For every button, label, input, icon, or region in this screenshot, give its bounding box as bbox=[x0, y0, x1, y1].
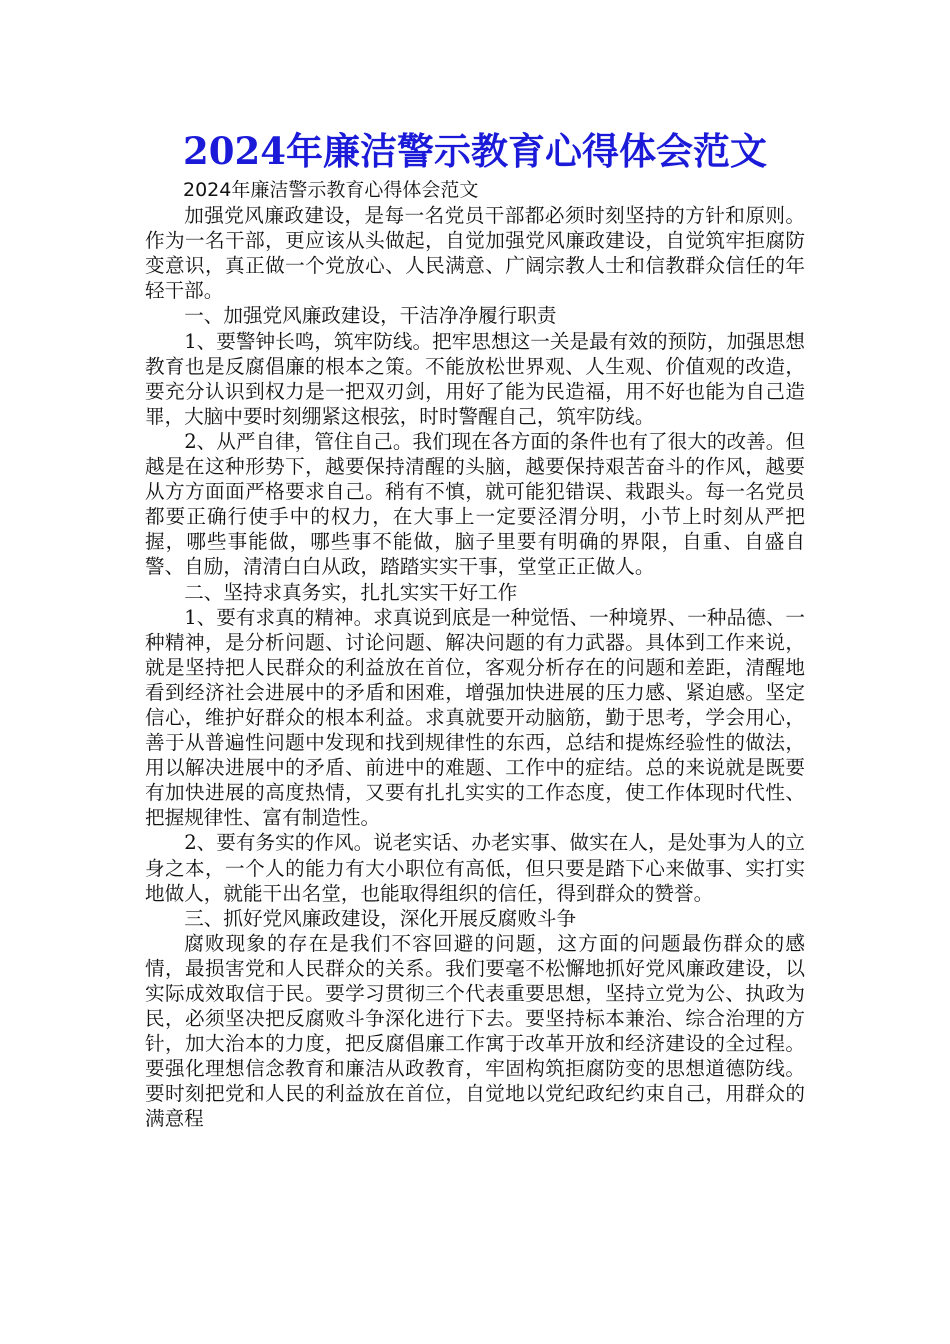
section-heading-2: 二、坚持求真务实，扎扎实实干好工作 bbox=[184, 580, 518, 604]
paragraph-2-2: 2、要有务实的作风。说老实话、办老实事、做实在人，是处事为人的立身之本，一个人的能力有大小职位有高低，但只要是踏下心来做事、实打实地做人，就能干出名堂，也能取得组织的信任，得到群众的赞誉。 bbox=[145, 831, 805, 905]
document-subtitle: 2024年廉洁警示教育心得体会范文 bbox=[183, 179, 479, 201]
intro-paragraph: 加强党风廉政建设，是每一名党员干部都必须时刻坚持的方针和原则。作为一名干部，更应该从头做起，自觉加强党风廉政建设，自觉筑牢拒腐防变意识，真正做一个党放心、人民满意、广阔宗教人士和信教群众信任的年轻干部。 bbox=[145, 204, 805, 303]
paragraph-2-1: 1、要有求真的精神。求真说到底是一种觉悟、一种境界、一种品德、一种精神，是分析问题、讨论问题、解决问题的有力武器。具体到工作来说，就是坚持把人民群众的利益放在首位，客观分析存在的问题和差距，清醒地看到经济社会进展中的矛盾和困难，增强加快进展的压力感、紧迫感。坚定信心，维护好群众的根本利益。求真就要开动脑筋，勤于思考，学会用心，善于从普遍性问题中发现和找到规律性的东西，总结和提炼经验性的做法，用以解决进展中的矛盾、前进中的难题、工作中的症结。总的来说就是既要有加快进展的高度热情，又要有扎扎实实的工作态度，使工作体现时代性、把握规律性、富有制造性。 bbox=[145, 605, 805, 830]
document-body bbox=[145, 178, 805, 1132]
paragraph-1-2: 2、从严自律，管住自己。我们现在各方面的条件也有了很大的改善。但越是在这种形势下，越要保持清醒的头脑，越要保持艰苦奋斗的作风，越要从方方面面严格要求自己。稍有不慎，就可能犯错误、栽跟头。每一名党员都要正确行使手中的权力，在大事上一定要泾渭分明，小节上时刻从严把握，哪些事能做，哪些事不能做，脑子里要有明确的界限，自重、自盛自警、自励，清清白白从政，踏踏实实干事，堂堂正正做人。 bbox=[145, 429, 805, 579]
document-page bbox=[145, 124, 805, 1132]
document-title: 2024年廉洁警示教育心得体会范文 bbox=[183, 129, 767, 173]
section-heading-1: 一、加强党风廉政建设，干洁净净履行职责 bbox=[184, 304, 557, 328]
section-heading-3: 三、抓好党风廉政建设，深化开展反腐败斗争 bbox=[184, 906, 577, 930]
paragraph-1-1: 1、要警钟长鸣，筑牢防线。把牢思想这一关是最有效的预防，加强思想教育也是反腐倡廉的根本之策。不能放松世界观、人生观、价值观的改造，要充分认识到权力是一把双刃剑，用好了能为民造福，用不好也能为自己造罪，大脑中要时刻绷紧这根弦，时时警醒自己，筑牢防线。 bbox=[145, 329, 805, 428]
paragraph-3-1: 腐败现象的存在是我们不容回避的问题，这方面的问题最伤群众的感情，最损害党和人民群众的关系。我们要毫不松懈地抓好党风廉政建设，以实际成效取信于民。要学习贯彻三个代表重要思想，坚持立党为公、执政为民，必须坚决把反腐败斗争深化进行下去。要坚持标本兼治、综合治理的方针，加大治本的力度，把反腐倡廉工作寓于改革开放和经济建设的全过程。要强化理想信念教育和廉洁从政教育，牢固构筑拒腐防变的思想道德防线。要时刻把党和人民的利益放在首位，自觉地以党纪政纪约束自己，用群众的满意程 bbox=[145, 931, 805, 1131]
